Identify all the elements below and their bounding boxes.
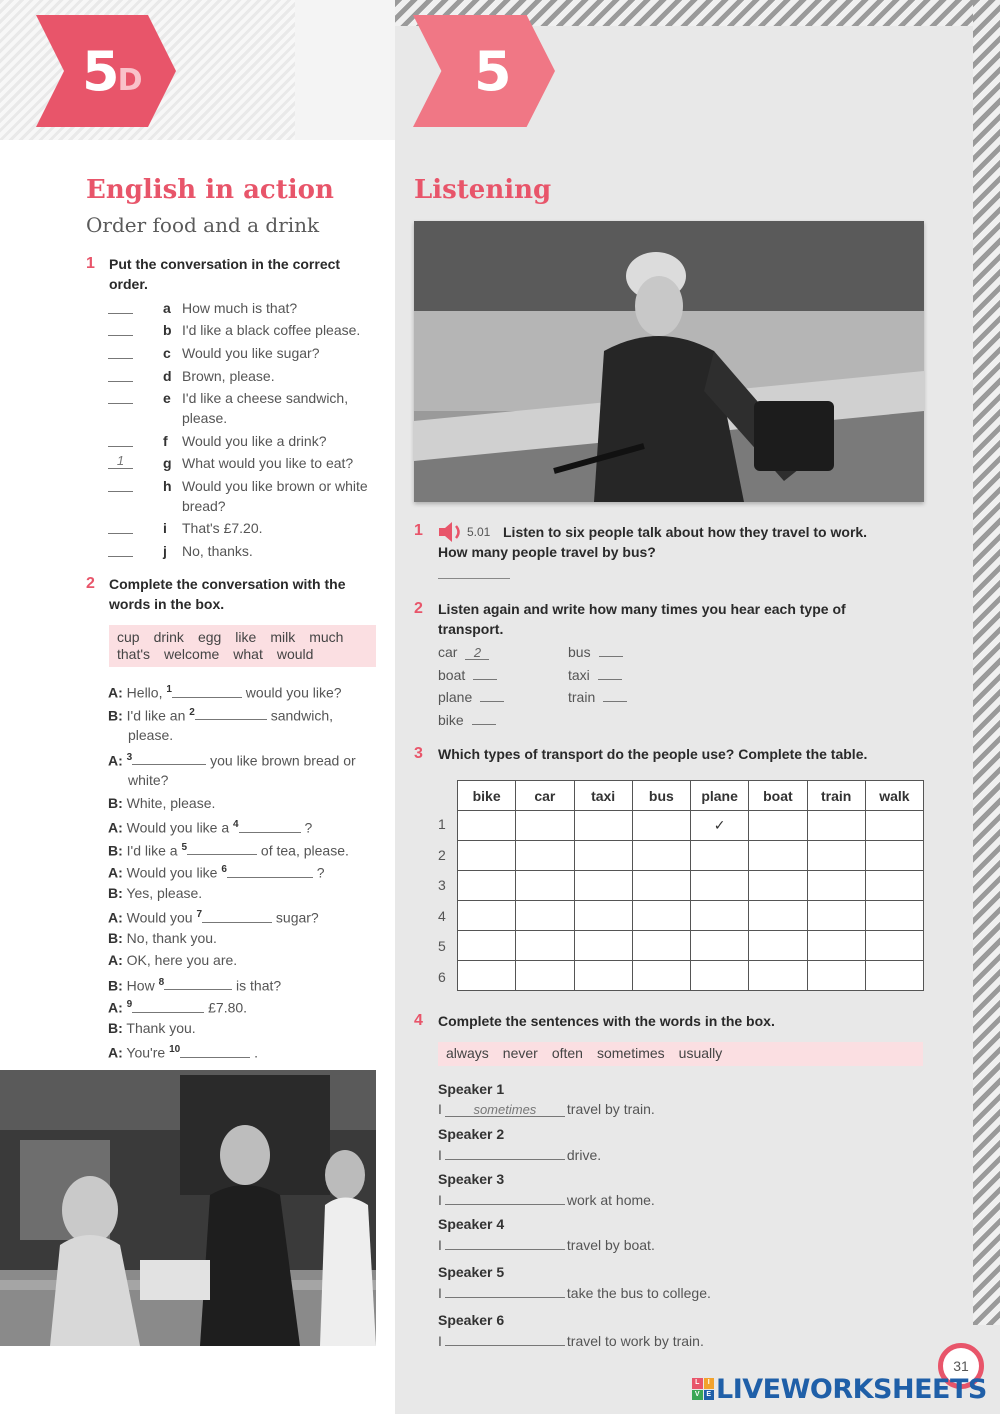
transport-count-item xyxy=(568,665,622,685)
table-cell[interactable]: ✓ xyxy=(691,811,749,841)
table-header-bus: bus xyxy=(632,781,690,811)
table-header-taxi: taxi xyxy=(574,781,632,811)
logo-letter: E xyxy=(704,1390,715,1401)
transport-label: car xyxy=(438,644,458,660)
exercise-1-number: 1 xyxy=(86,255,95,272)
table-header-train: train xyxy=(807,781,865,811)
sentence-start: I xyxy=(438,1237,442,1253)
table-cell[interactable] xyxy=(574,931,632,961)
speaker-tag: A: xyxy=(108,909,123,926)
table-row-number: 1 xyxy=(438,816,446,832)
frequency-answer-input[interactable] xyxy=(445,1236,565,1250)
dialogue-gap-input[interactable] xyxy=(172,684,242,698)
order-item-letter: h xyxy=(163,478,172,494)
transport-label: train xyxy=(568,689,596,705)
table-cell[interactable] xyxy=(865,871,923,901)
table-cell[interactable] xyxy=(807,961,865,991)
table-cell[interactable] xyxy=(574,871,632,901)
transport-count-input[interactable] xyxy=(603,688,627,702)
speaker-tag: A: xyxy=(108,999,123,1016)
order-item-text: Brown, please. xyxy=(182,368,275,384)
gap-number: 8 xyxy=(158,976,165,988)
dialogue-line: A: $^9$ £7.80. xyxy=(108,999,248,1016)
transport-count-input[interactable] xyxy=(472,711,496,725)
order-item-letter: d xyxy=(163,368,172,384)
order-answer-input[interactable] xyxy=(108,298,133,314)
gap-number: 6 xyxy=(221,864,227,875)
table-cell[interactable] xyxy=(865,811,923,841)
table-cell[interactable] xyxy=(691,961,749,991)
transport-label: bike xyxy=(438,711,464,728)
speaker-tag: A: xyxy=(108,864,123,881)
table-cell[interactable] xyxy=(807,841,865,871)
order-answer-input[interactable] xyxy=(108,541,133,557)
speaker-tag: A: xyxy=(108,819,123,836)
listening-1-instruction-a: Listen to six people talk about how they travel to work. xyxy=(503,524,868,540)
order-item-letter: b xyxy=(163,322,172,338)
speaker-sentence xyxy=(438,1284,711,1301)
listening-4-number: 4 xyxy=(414,1012,423,1029)
speaker-tag: B: xyxy=(108,977,123,994)
dialogue-gap-input[interactable] xyxy=(187,841,257,855)
table-cell[interactable] xyxy=(574,961,632,991)
table-cell[interactable] xyxy=(574,811,632,841)
order-item-text: What would you like to eat? xyxy=(182,455,354,471)
frequency-word: sometimes xyxy=(596,1045,665,1061)
order-item-text: Would you like a drink? xyxy=(182,433,327,449)
cafe-photo xyxy=(0,1070,376,1346)
gap-number: 1 xyxy=(166,684,172,695)
transport-label: plane xyxy=(438,689,473,705)
order-item-letter: c xyxy=(163,345,171,361)
word-box-word: welcome xyxy=(164,646,220,662)
table-row xyxy=(458,841,924,871)
speaker-tag: A: xyxy=(108,752,123,769)
gap-number: 2 xyxy=(189,706,195,718)
dialogue-line: A: Would you like a $^4$ ? xyxy=(108,819,313,836)
speaker-label: Speaker 4 xyxy=(438,1216,505,1232)
table-cell[interactable] xyxy=(807,871,865,901)
bus-count-input[interactable] xyxy=(438,563,510,579)
dialogue-line: B: I'd like a $^5$ of tea, please. xyxy=(108,841,349,859)
table-header-boat: boat xyxy=(749,781,807,811)
table-cell[interactable] xyxy=(691,901,749,931)
table-row xyxy=(458,811,924,841)
table-cell[interactable] xyxy=(458,811,516,841)
dialogue-gap-input[interactable] xyxy=(202,909,272,923)
dialogue-line-continued: please. xyxy=(128,727,174,743)
frequency-answer-input[interactable]: sometimes xyxy=(445,1103,565,1117)
speaker-sentence xyxy=(438,1236,655,1253)
logo-letter: L xyxy=(692,1378,703,1389)
dialogue-gap-input[interactable] xyxy=(132,999,204,1013)
table-cell[interactable] xyxy=(749,961,807,991)
section-title-listening: Listening xyxy=(414,175,552,205)
table-cell[interactable] xyxy=(749,871,807,901)
listening-2-instruction: Listen again and write how many times you hear each type of transport. xyxy=(438,601,846,637)
order-item-letter: a xyxy=(163,300,171,316)
speaker-label: Speaker 2 xyxy=(438,1126,505,1142)
unit-badge-label: 5D xyxy=(82,40,141,103)
page-number: 31 xyxy=(938,1343,984,1389)
order-item-text: How much is that? xyxy=(182,300,298,316)
transport-count-input[interactable]: 2 xyxy=(465,646,489,660)
word-box xyxy=(109,625,376,667)
table-cell[interactable] xyxy=(691,841,749,871)
listening-2-number: 2 xyxy=(414,600,423,617)
dialogue-gap-input[interactable] xyxy=(132,751,206,765)
speaker-sentence xyxy=(438,1146,601,1163)
table-cell[interactable] xyxy=(632,841,690,871)
dialogue-line: B: I'd like an $^2$ sandwich, xyxy=(108,706,333,724)
table-cell[interactable] xyxy=(574,901,632,931)
gap-number: 7 xyxy=(196,909,203,920)
listening-4-instruction: Complete the sentences with the words in the box. xyxy=(438,1013,775,1029)
order-item-letter: e xyxy=(163,390,171,406)
sentence-end: travel by train. xyxy=(566,1101,655,1117)
speaker-label: Speaker 5 xyxy=(438,1264,505,1280)
sentence-start: I xyxy=(438,1333,442,1349)
order-item-text: That's £7.20. xyxy=(182,520,263,536)
table-row xyxy=(458,901,924,931)
speaker-sentence xyxy=(438,1332,704,1349)
word-box-word: that's xyxy=(117,646,151,662)
dialogue-line: A: Would you $^7$ sugar? xyxy=(108,909,319,926)
gap-number: 10 xyxy=(169,1044,181,1055)
transport-count-input[interactable] xyxy=(473,666,497,680)
order-answer-input[interactable]: 1 xyxy=(108,453,133,469)
exercise-1-instruction: Put the conversation in the correct order. xyxy=(109,256,341,292)
speaker-tag: B: xyxy=(108,884,123,901)
unit-badge-right-label: 5 xyxy=(474,40,512,103)
dialogue-line: A: $^3$ you like brown bread or xyxy=(108,751,356,769)
exercise-2-number: 2 xyxy=(86,575,95,592)
order-item-letter: g xyxy=(163,455,172,471)
dialogue-gap-input[interactable] xyxy=(195,706,267,720)
table-cell[interactable] xyxy=(516,871,574,901)
audio-track-number: 5.01 xyxy=(467,525,491,539)
word-box-word: cup xyxy=(117,629,140,645)
table-cell[interactable] xyxy=(632,931,690,961)
table-cell[interactable] xyxy=(516,961,574,991)
gap-number: 5 xyxy=(181,841,188,853)
cyclist-photo xyxy=(414,221,924,502)
word-box-word: much xyxy=(309,629,344,645)
dialogue-gap-input[interactable] xyxy=(239,819,301,833)
speaker-sentence xyxy=(438,1101,655,1117)
dialogue-line: B: How $^8$ is that? xyxy=(108,976,282,994)
speaker-label: Speaker 1 xyxy=(438,1081,505,1097)
table-cell[interactable] xyxy=(865,931,923,961)
order-item-letter: i xyxy=(163,520,167,536)
transport-count-item xyxy=(438,665,497,685)
transport-count-item xyxy=(438,687,504,707)
audio-speaker-icon[interactable] xyxy=(438,521,464,543)
table-cell[interactable] xyxy=(632,871,690,901)
frequency-word: usually xyxy=(678,1045,723,1061)
listening-1-number: 1 xyxy=(414,522,423,539)
dialogue-line: B: White, please. xyxy=(108,794,216,811)
transport-count-item xyxy=(438,642,489,662)
table-header-row xyxy=(458,781,924,811)
speaker-tag: A: xyxy=(108,684,123,701)
dialogue-gap-input[interactable] xyxy=(227,864,313,878)
speaker-tag: A: xyxy=(108,1044,123,1061)
sentence-start: I xyxy=(438,1285,442,1301)
order-answer-input[interactable] xyxy=(108,431,133,447)
table-cell[interactable] xyxy=(458,961,516,991)
sentence-end: travel to work by train. xyxy=(566,1333,704,1349)
dialogue-gap-input[interactable] xyxy=(180,1044,250,1058)
table-row xyxy=(458,871,924,901)
speaker-tag: A: xyxy=(108,952,123,968)
order-item-text: Would you like sugar? xyxy=(182,345,320,361)
order-answer-input[interactable] xyxy=(108,476,133,492)
frequency-answer-input[interactable] xyxy=(445,1284,565,1298)
word-box-word: egg xyxy=(197,629,222,645)
speaker-label: Speaker 6 xyxy=(438,1312,505,1328)
speaker-tag: B: xyxy=(108,842,123,859)
dialogue-line: A: You're $^{10}$ . xyxy=(108,1044,258,1061)
word-box-word: would xyxy=(276,646,314,662)
gap-number: 9 xyxy=(126,999,133,1010)
table-cell[interactable] xyxy=(691,871,749,901)
transport-count-item xyxy=(568,687,627,707)
sentence-end: travel by boat. xyxy=(566,1237,655,1253)
frequency-word: never xyxy=(502,1045,538,1061)
table-cell[interactable] xyxy=(865,901,923,931)
transport-count-item xyxy=(568,642,623,662)
table-cell[interactable] xyxy=(574,841,632,871)
dialogue-gap-input[interactable] xyxy=(164,976,232,990)
speaker-sentence xyxy=(438,1191,655,1208)
order-item-letter: f xyxy=(163,433,168,449)
frequency-answer-input[interactable] xyxy=(445,1332,565,1346)
table-cell[interactable] xyxy=(807,901,865,931)
transport-label: bus xyxy=(568,644,591,660)
table-cell[interactable] xyxy=(749,841,807,871)
frequency-word: always xyxy=(446,1045,489,1061)
table-cell[interactable] xyxy=(632,961,690,991)
speaker-tag: B: xyxy=(108,929,123,946)
table-row-number: 4 xyxy=(438,907,446,924)
logo-letter: V xyxy=(692,1390,703,1401)
exercise-2-instruction: Complete the conversation with the words in the box. xyxy=(109,576,346,612)
order-item-text: I'd like a black coffee please. xyxy=(182,322,361,338)
sentence-start: I xyxy=(438,1192,442,1208)
table-cell[interactable] xyxy=(516,841,574,871)
table-header-bike: bike xyxy=(458,781,516,811)
sentence-start: I xyxy=(438,1147,442,1163)
word-box-row xyxy=(117,629,368,646)
dialogue-line-continued: white? xyxy=(128,772,169,788)
right-side-pattern xyxy=(973,0,1000,1325)
dialogue-line: A: Hello, $^1$ would you like? xyxy=(108,684,342,701)
table-header-car: car xyxy=(516,781,574,811)
table-cell[interactable] xyxy=(865,961,923,991)
dialogue-line: B: No, thank you. xyxy=(108,929,217,946)
order-item-text: I'd like a cheese sandwich, please. xyxy=(182,390,349,426)
section-subtitle: Order food and a drink xyxy=(86,213,320,237)
table-cell[interactable] xyxy=(516,811,574,841)
dialogue-line: A: OK, here you are. xyxy=(108,952,238,968)
order-item-text: No, thanks. xyxy=(182,543,253,559)
dialogue-line: A: Would you like $^6$ ? xyxy=(108,864,325,881)
transport-table xyxy=(457,780,924,991)
transport-count-item xyxy=(438,710,496,730)
speaker-tag: B: xyxy=(108,1019,123,1036)
order-item-text: Would you like brown or white bread? xyxy=(182,478,368,514)
sentence-end: take the bus to college. xyxy=(566,1285,711,1301)
table-header-walk: walk xyxy=(865,781,923,811)
dialogue-line: B: Thank you. xyxy=(108,1019,196,1036)
word-box-word: milk xyxy=(270,629,296,645)
table-row-number: 6 xyxy=(438,968,446,985)
transport-label: taxi xyxy=(568,666,590,683)
gap-number: 4 xyxy=(233,819,239,830)
sentence-start: I xyxy=(438,1101,442,1117)
table-cell[interactable] xyxy=(458,841,516,871)
table-cell[interactable] xyxy=(632,901,690,931)
gap-number: 3 xyxy=(126,751,133,763)
table-header-plane: plane xyxy=(691,781,749,811)
sentence-end: work at home. xyxy=(566,1192,655,1208)
frequency-word-box xyxy=(438,1042,923,1066)
order-item-letter: j xyxy=(163,543,167,559)
listening-3-instruction: Which types of transport do the people use? Complete the table. xyxy=(438,746,868,762)
word-box-word: drink xyxy=(153,629,184,645)
table-row-number: 2 xyxy=(438,846,446,863)
frequency-answer-input[interactable] xyxy=(445,1146,565,1160)
order-answer-input[interactable] xyxy=(108,343,133,359)
order-answer-input[interactable] xyxy=(108,518,133,534)
logo-letter: I xyxy=(704,1378,715,1389)
transport-label: boat xyxy=(438,666,466,683)
table-cell[interactable] xyxy=(749,931,807,961)
table-cell[interactable] xyxy=(749,811,807,841)
table-row-number: 3 xyxy=(438,877,446,893)
table-cell[interactable] xyxy=(458,931,516,961)
sentence-end: drive. xyxy=(566,1147,602,1163)
table-cell[interactable] xyxy=(458,871,516,901)
table-row xyxy=(458,961,924,991)
frequency-answer-input[interactable] xyxy=(445,1191,565,1205)
transport-count-input[interactable] xyxy=(480,688,504,702)
brand-name: LIVEWORKSHEETS xyxy=(716,1373,987,1405)
left-header-panel xyxy=(295,0,395,140)
table-cell[interactable] xyxy=(691,931,749,961)
dialogue-line: B: Yes, please. xyxy=(108,884,203,901)
speaker-label: Speaker 3 xyxy=(438,1171,505,1187)
section-title-english-in-action: English in action xyxy=(86,175,334,205)
frequency-word: often xyxy=(551,1045,583,1061)
speaker-tag: B: xyxy=(108,794,123,811)
table-cell[interactable] xyxy=(807,811,865,841)
table-cell[interactable] xyxy=(865,841,923,871)
transport-count-input[interactable] xyxy=(599,643,623,657)
table-cell[interactable] xyxy=(749,901,807,931)
table-cell[interactable] xyxy=(807,931,865,961)
liveworksheets-logo-icon xyxy=(692,1378,714,1400)
order-answer-input[interactable] xyxy=(108,388,133,404)
order-answer-input[interactable] xyxy=(108,320,133,336)
listening-1-instruction-b: How many people travel by bus? xyxy=(438,544,656,560)
transport-count-input[interactable] xyxy=(598,666,622,680)
word-box-row xyxy=(117,646,368,663)
table-cell[interactable] xyxy=(632,811,690,841)
table-cell[interactable] xyxy=(516,901,574,931)
table-cell[interactable] xyxy=(458,901,516,931)
speaker-tag: B: xyxy=(108,707,123,724)
order-answer-input[interactable] xyxy=(108,366,133,382)
word-box-word: like xyxy=(235,629,257,645)
table-row-number: 5 xyxy=(438,938,446,954)
table-cell[interactable] xyxy=(516,931,574,961)
listening-3-number: 3 xyxy=(414,745,423,762)
word-box-word: what xyxy=(233,646,263,662)
liveworksheets-brand xyxy=(692,1372,987,1406)
table-row xyxy=(458,931,924,961)
